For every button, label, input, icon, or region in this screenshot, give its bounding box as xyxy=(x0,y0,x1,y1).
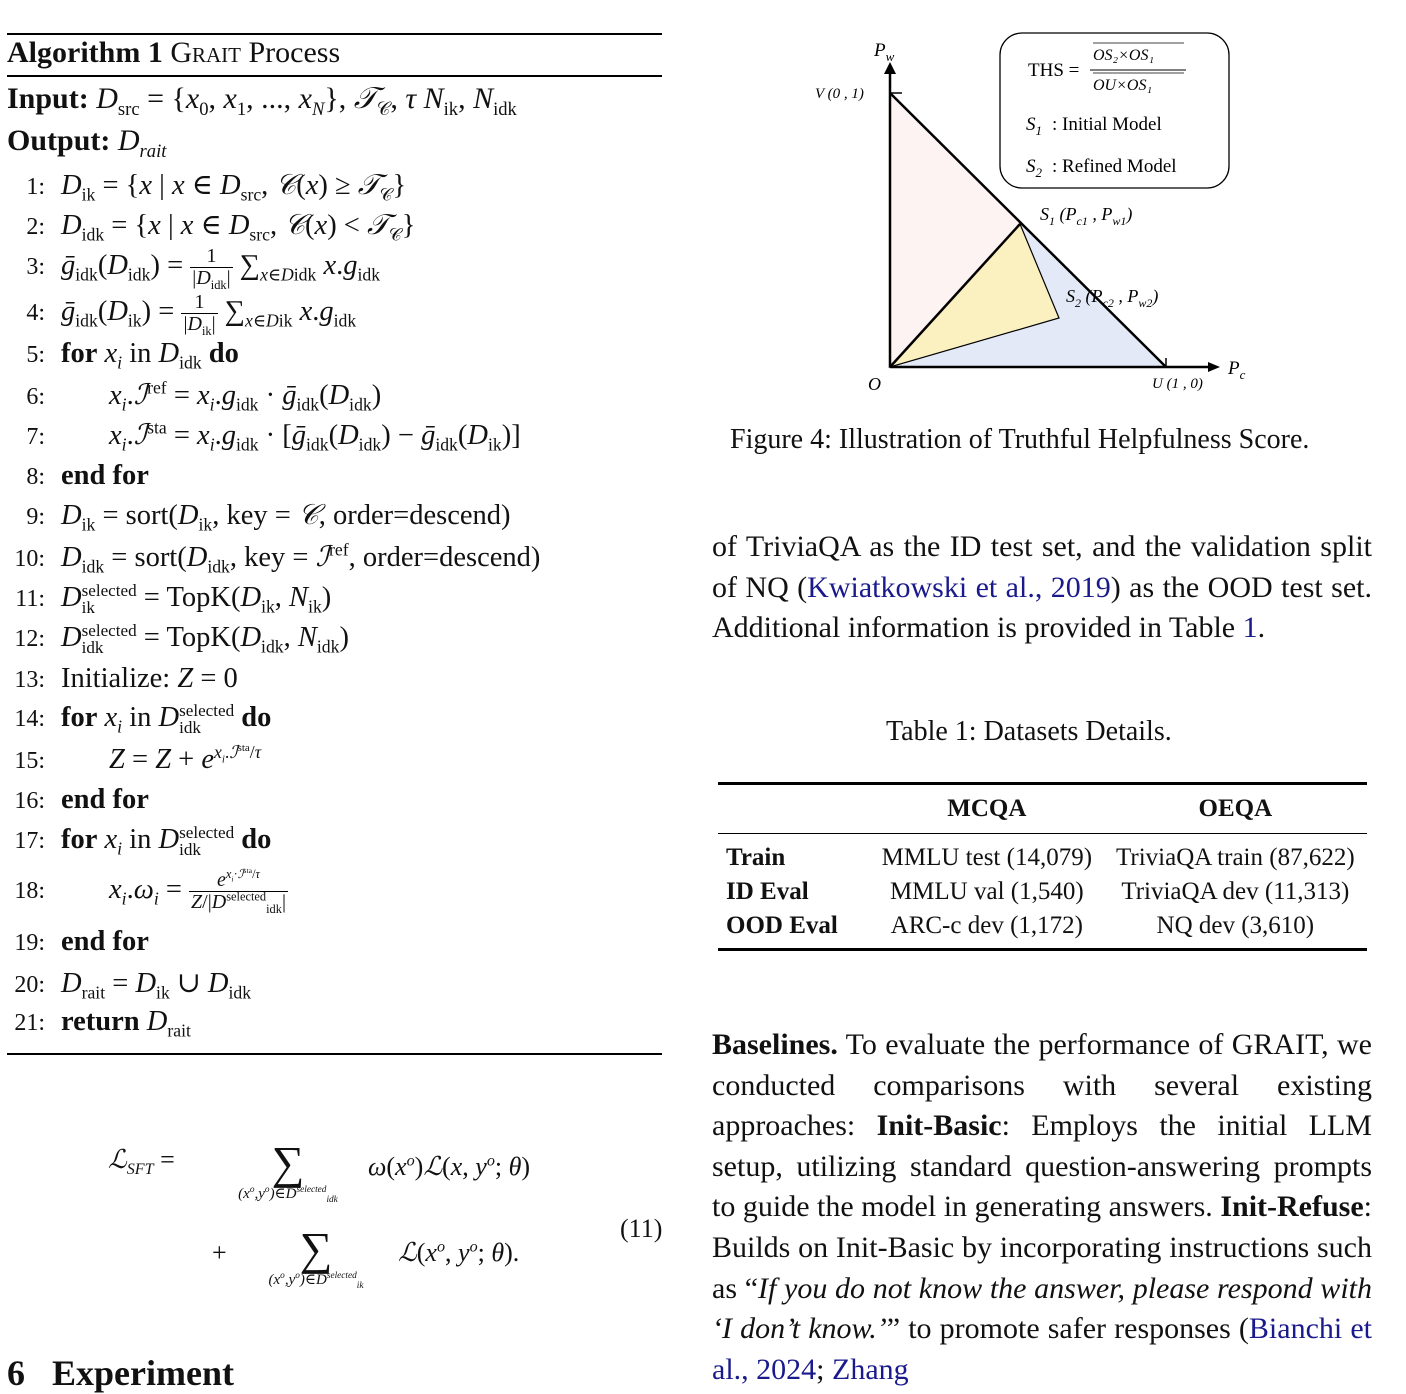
algorithm-line: 9: $D_{ik}$ = $sort(D_{ik}$, key = 𝒞, order=descend) xyxy=(26,500,511,535)
citation-link[interactable]: Zhang xyxy=(832,1352,909,1386)
u-label: U (1 , 0) xyxy=(1152,376,1203,392)
algorithm-line: 5: for $x_i$ in $D_{idk}$ do xyxy=(26,338,239,373)
algorithm-line: 13: Initialize: Z = 0 xyxy=(14,663,238,694)
pw-label: $P_w$ xyxy=(874,40,895,64)
paragraph-baselines: Baselines. To evaluate the performance of GRAIT, we conducted comparisons with several existing approaches: Init-Basic: Employs the initial LLM setup, utilizing standard question-answering prompts to guide the model in generating answers. Init-Refuse: Builds on Init-Basic by incorporating instructions such as “If you do not know the answer, please respond with ‘I don’t know.’” to promote safer responses (Bianchi et al., 2024; Zhang xyxy=(712,1028,1372,1386)
algorithm-line: 10: $D_{idk}$ = $sort(D_{idk}$, key = ℐ$^{ref}$, order=descend) xyxy=(14,539,541,577)
o-label: O xyxy=(868,374,881,394)
svg-text:: Refined Model: : Refined Model xyxy=(1052,156,1177,177)
svg-text:S2: $S_2$ xyxy=(1026,156,1042,180)
algorithm-line: 16: end for xyxy=(14,784,149,815)
algorithm-output: Output: $D_{rait}$ xyxy=(7,124,167,162)
algorithm-line: 19: end for xyxy=(14,926,149,957)
algorithm-line: 2: $D_{idk} = \{x$ | x ∈ $D_{src}$, 𝒞(x) < 𝒯$_𝒞$} xyxy=(26,210,416,245)
algorithm-line: 7: $x_i.ℐ^{sta} = x_i.g_{idk}$ · [$ḡ_{idk}(D_{idk})$ − $ḡ_{idk}(D_{ik})$] xyxy=(26,417,521,455)
algorithm-line: 8: end for xyxy=(26,460,149,491)
algorithm-bottom-rule xyxy=(7,1053,662,1055)
citation-link[interactable]: Bianchi et al., 2024 xyxy=(712,1312,1372,1386)
table-row: ID Eval MMLU val (1,540) TriviaQA dev (11,313) xyxy=(726,878,1350,905)
s1-point-label: $S_1$ ($P_{c1}$ , $P_{w1}$) xyxy=(1040,204,1133,228)
svg-text:: Initial Model: : Initial Model xyxy=(1052,114,1162,135)
section-heading: 6 Experiment xyxy=(7,1353,234,1393)
equation-sum-2: ∑ $(x^o,y^o)\in D^{selected}_{ik}$ xyxy=(268,1223,364,1291)
algorithm-line: 15: $Z = Z + e^{x_i.ℐ^{sta}/\tau}$ xyxy=(14,741,262,775)
algorithm-line: 11: D selected ik = $TopK(D_{ik}$, $N_{ik}$) xyxy=(15,581,332,618)
algorithm-line: 4: $ḡ_{idk}(D_{ik})$ = $\frac{1}{|D_{ik}|}$ $\sum_{x\in Dik}$ $x.g_{idk}$ xyxy=(26,291,357,338)
equation-term-2: $ℒ(x^o$, $y^o$; θ). xyxy=(398,1238,520,1267)
table-row: Train MMLU test (14,079) TriviaQA train (87,622) xyxy=(726,844,1355,871)
algorithm-line: 14: for $x_i$ in D selected idk do xyxy=(14,701,272,738)
ths-figure xyxy=(800,28,1260,403)
table-caption: Table 1: Datasets Details. xyxy=(886,716,1172,747)
paragraph-datasets: of TriviaQA as the ID test set, and the validation split of NQ (Kwiatkowski et al., 2019) as the OOD test set. Additional information is provided in Table 1. xyxy=(712,530,1372,645)
algorithm-top-rule xyxy=(7,33,662,35)
algorithm-line: 21: return $D_{rait}$ xyxy=(14,1006,191,1041)
algorithm-line: 3: $ḡ_{idk}(D_{idk})$ = $\frac{1}{|D_{idk}|}$ $\sum_{x\in Didk}$ $x.g_{idk}$ xyxy=(26,245,381,292)
column-header: MCQA xyxy=(947,795,1027,822)
s2-point-label: $S_2$ ($P_{c2}$ , $P_{w2}$) xyxy=(1066,286,1159,310)
algorithm-title-rule xyxy=(7,75,662,77)
algorithm-line: 12: D selected idk = $TopK(D_{idk}$, $N_{idk}$) xyxy=(14,621,349,658)
v-label: V (0 , 1) xyxy=(815,86,864,102)
svg-text:OU×OS₁: OU×OS₁ xyxy=(1093,77,1153,94)
equation-line-1: ℒ$_{SFT}$ = xyxy=(108,1145,175,1179)
algorithm-title: Algorithm 1 Grait Process xyxy=(7,36,341,69)
algorithm-line: 20: $D_{rait} = D_{ik}$ ∪ $D_{idk}$ xyxy=(14,968,252,1003)
equation-plus: + xyxy=(212,1238,227,1267)
equation-sum-1: ∑ $(x^o,y^o)\in D^{selected}_{idk}$ xyxy=(238,1137,338,1205)
pc-label: $P_c$ xyxy=(1228,358,1246,382)
figure-caption: Figure 4: Illustration of Truthful Helpfulness Score. xyxy=(730,424,1310,455)
table-ref-link[interactable]: 1 xyxy=(1242,611,1258,645)
svg-text:S1: $S_1$ xyxy=(1026,114,1042,138)
datasets-table xyxy=(718,782,1367,951)
equation-number: (11) xyxy=(620,1214,663,1243)
column-header: OEQA xyxy=(1198,795,1273,822)
algorithm-line: 18: $x_i.\omega_i$ = $\frac{e^{x_i\cdot ℐ^{sta}/\tau}}{Z/|D^{selected}_{idk}|}$ xyxy=(14,866,286,916)
svg-text:THS =: THS = xyxy=(1028,60,1080,81)
equation-term-1: $\omega(x^o)ℒ(x$, $y^o$; θ) xyxy=(368,1152,531,1181)
algorithm-line: 17: for $x_i$ in D selected idk do xyxy=(14,823,272,860)
algorithm-input: Input: $D_{src} = \{x_0$, $x_1$, ..., $x_N$}, 𝒯$_𝒞$, τ $N_{ik}$, $N_{idk}$ xyxy=(7,82,517,120)
svg-text:OS₂×OS₁: OS₂×OS₁ xyxy=(1093,47,1155,64)
algorithm-line: 6: $x_i.ℐ^{ref} = x_i.g_{idk}$ · $ḡ_{idk}(D_{idk})$ xyxy=(26,377,382,415)
table-header-row xyxy=(718,784,1367,834)
citation-link[interactable]: Kwiatkowski et al., 2019 xyxy=(807,570,1111,604)
algorithm-line: 1: $D_{ik} = \{x$ | x ∈ $D_{src}$, 𝒞(x) ≥ 𝒯$_𝒞$} xyxy=(26,170,407,205)
table-row: OOD Eval ARC-c dev (1,172) NQ dev (3,610) xyxy=(726,912,1315,939)
